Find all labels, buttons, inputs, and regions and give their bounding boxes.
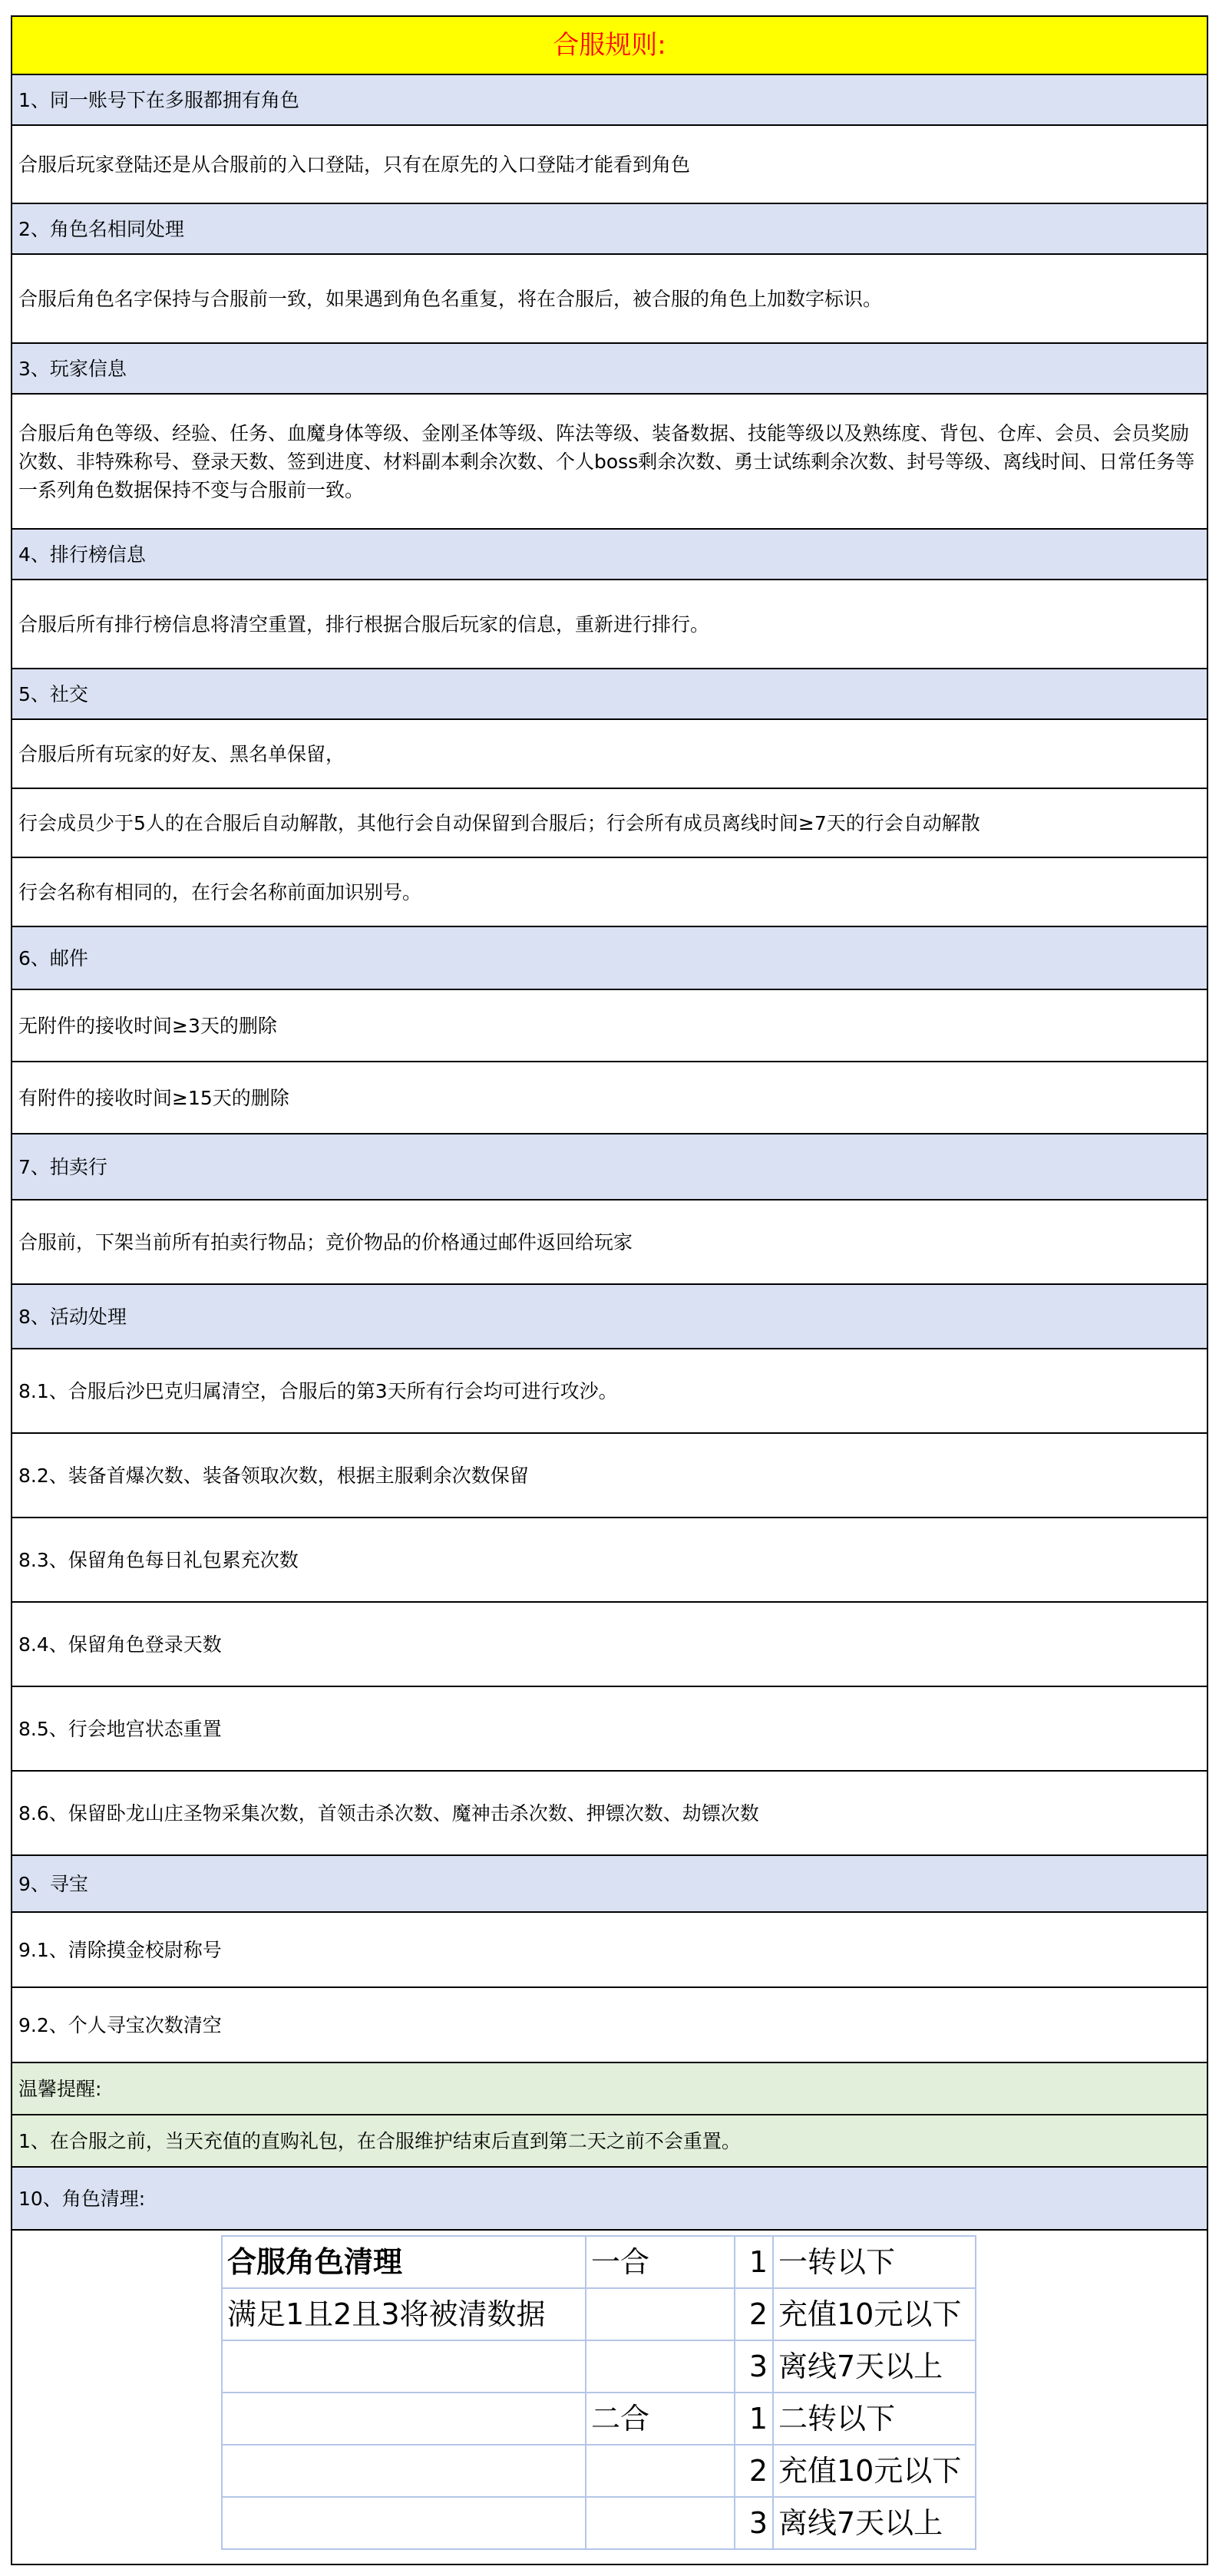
- section-6-header: 6、邮件: [12, 927, 1207, 990]
- sheet-title: 合服规则:: [12, 17, 1207, 75]
- section-7-header: 7、拍卖行: [12, 1134, 1207, 1200]
- table-row: [222, 2393, 976, 2445]
- table-cell: 二转以下: [773, 2393, 976, 2445]
- section-8-line-6: 8.6、保留卧龙山庄圣物采集次数，首领击杀次数、魔神击杀次数、押镖次数、劫镖次数: [12, 1772, 1207, 1856]
- section-1-line-1: 合服后玩家登陆还是从合服前的入口登陆，只有在原先的入口登陆才能看到角色: [12, 126, 1207, 204]
- table-row: [222, 2340, 976, 2393]
- tip-line-1: 1、在合服之前，当天充值的直购礼包，在合服维护结束后直到第二天之前不会重置。: [12, 2115, 1207, 2168]
- table-cell: 离线7天以上: [773, 2340, 976, 2393]
- table-row: [222, 2445, 976, 2497]
- section-8-line-4: 8.4、保留角色登录天数: [12, 1603, 1207, 1687]
- section-6-line-1: 无附件的接收时间≥3天的删除: [12, 990, 1207, 1062]
- table-cell: 3: [735, 2497, 773, 2549]
- table-cell: 充值10元以下: [773, 2288, 976, 2340]
- section-3-text: 合服后角色等级、经验、任务、血魔身体等级、金刚圣体等级、阵法等级、装备数据、技能等级以及熟练度、背包、仓库、会员、会员奖励次数、非特殊称号、登录天数、签到进度、材料副本剩余次数、个人boss剩余次数、勇士试练剩余次数、封号等级、离线时间、日常任务等一系列角色数据保持不变与合服前一致。: [18, 421, 1195, 501]
- role-clear-table: [221, 2235, 976, 2550]
- section-2-header: 2、角色名相同处理: [12, 204, 1207, 255]
- section-8-line-5: 8.5、行会地宫状态重置: [12, 1687, 1207, 1772]
- section-3-line-1: [12, 395, 1207, 530]
- section-5-line-3: 行会名称有相同的，在行会名称前面加识别号。: [12, 858, 1207, 927]
- section-9-header: 9、寻宝: [12, 1856, 1207, 1913]
- table-cell: 满足1且2且3将被清数据: [222, 2288, 586, 2340]
- table-cell: 二合: [586, 2393, 735, 2445]
- section-5-header: 5、社交: [12, 669, 1207, 720]
- rules-sheet: [11, 15, 1208, 2565]
- table-cell: 一合: [586, 2236, 735, 2288]
- section-5-line-1: 合服后所有玩家的好友、黑名单保留，: [12, 720, 1207, 789]
- section-8-line-1: 8.1、合服后沙巴克归属清空，合服后的第3天所有行会均可进行攻沙。: [12, 1349, 1207, 1434]
- table-cell: 2: [735, 2288, 773, 2340]
- table-cell: [586, 2288, 735, 2340]
- section-6-line-2: 有附件的接收时间≥15天的删除: [12, 1062, 1207, 1134]
- table-cell: 2: [735, 2445, 773, 2497]
- table-cell: [586, 2497, 735, 2549]
- table-cell: [586, 2340, 735, 2393]
- table-cell: 合服角色清理: [222, 2236, 586, 2288]
- table-cell: 3: [735, 2340, 773, 2393]
- role-clear-image-row: [12, 2231, 1207, 2564]
- section-8-header: 8、活动处理: [12, 1285, 1207, 1349]
- table-cell: [222, 2497, 586, 2549]
- section-4-line-1: 合服后所有排行榜信息将清空重置，排行根据合服后玩家的信息，重新进行排行。: [12, 580, 1207, 669]
- table-row: [222, 2288, 976, 2340]
- table-cell: 1: [735, 2393, 773, 2445]
- table-row: [222, 2236, 976, 2288]
- section-4-header: 4、排行榜信息: [12, 530, 1207, 580]
- table-cell: [222, 2445, 586, 2497]
- table-cell: 1: [735, 2236, 773, 2288]
- section-5-line-2: 行会成员少于5人的在合服后自动解散，其他行会自动保留到合服后；行会所有成员离线时间≥7天的行会自动解散: [12, 789, 1207, 858]
- table-row: [222, 2497, 976, 2549]
- section-10-header: 10、角色清理:: [12, 2168, 1207, 2231]
- table-cell: [222, 2393, 586, 2445]
- table-cell: [222, 2340, 586, 2393]
- table-cell: 一转以下: [773, 2236, 976, 2288]
- section-8-line-2: 8.2、装备首爆次数、装备领取次数，根据主服剩余次数保留: [12, 1434, 1207, 1518]
- section-9-line-1: 9.1、清除摸金校尉称号: [12, 1913, 1207, 1988]
- section-8-line-3: 8.3、保留角色每日礼包累充次数: [12, 1518, 1207, 1603]
- section-7-line-1: 合服前，下架当前所有拍卖行物品；竞价物品的价格通过邮件返回给玩家: [12, 1200, 1207, 1285]
- section-1-header: 1、同一账号下在多服都拥有角色: [12, 75, 1207, 126]
- table-cell: [586, 2445, 735, 2497]
- tip-header: 温馨提醒:: [12, 2063, 1207, 2115]
- section-3-header: 3、玩家信息: [12, 344, 1207, 395]
- table-cell: 离线7天以上: [773, 2497, 976, 2549]
- section-9-line-2: 9.2、个人寻宝次数清空: [12, 1988, 1207, 2063]
- section-2-line-1: 合服后角色名字保持与合服前一致，如果遇到角色名重复，将在合服后，被合服的角色上加数字标识。: [12, 255, 1207, 344]
- table-cell: 充值10元以下: [773, 2445, 976, 2497]
